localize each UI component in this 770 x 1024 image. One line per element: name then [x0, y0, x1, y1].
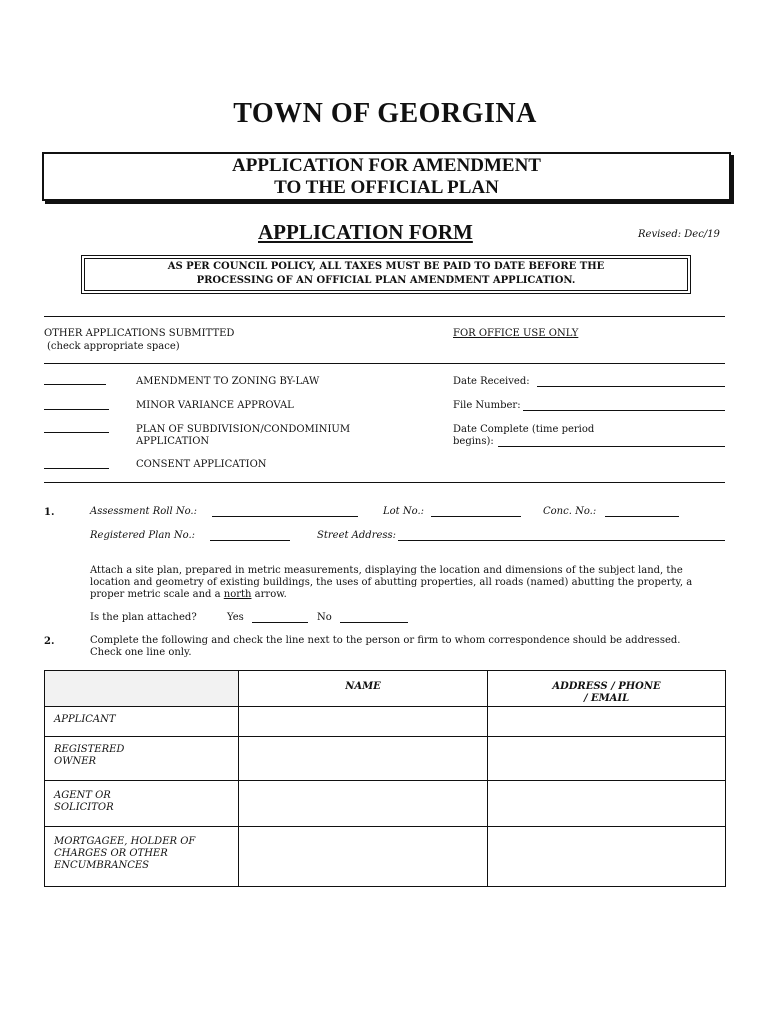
- file-number-label: File Number:: [453, 400, 521, 411]
- row-label-applicant: APPLICANT: [45, 707, 239, 737]
- agent-address-cell[interactable]: [488, 781, 726, 827]
- divider: [44, 363, 725, 364]
- site-plan-line3: [90, 588, 287, 601]
- plan-label: Registered Plan No.:: [90, 530, 196, 541]
- zoning-label: AMENDMENT TO ZONING BY-LAW: [136, 376, 320, 387]
- form-title: APPLICATION FORM: [258, 220, 473, 244]
- section-2-text1: Complete the following and check the line next to the person or firm to whom correspondence should be addressed.: [90, 635, 681, 646]
- mortgagee-address-cell[interactable]: [488, 827, 726, 887]
- application-title-box: [42, 152, 731, 201]
- no-field[interactable]: [340, 622, 408, 623]
- owner-name-cell[interactable]: [239, 737, 488, 781]
- conc-field[interactable]: [605, 516, 679, 517]
- yes-label: Yes: [227, 612, 244, 623]
- contacts-table: [44, 670, 726, 887]
- table-row: [45, 737, 726, 781]
- application-title-line2: TO THE OFFICIAL PLAN: [274, 177, 499, 198]
- table-row: [45, 707, 726, 737]
- date-received-field[interactable]: [537, 386, 725, 387]
- site-plan-line2: location and geometry of existing buildings, the uses of abutting properties, all roads (named) abutting the property, a: [90, 577, 693, 588]
- roll-field[interactable]: [212, 516, 358, 517]
- date-complete-field[interactable]: [498, 446, 725, 447]
- conc-label: Conc. No.:: [543, 506, 597, 517]
- site-plan-line3-pre: proper metric scale and a: [90, 589, 221, 600]
- date-complete-label-2: begins):: [453, 436, 494, 447]
- plan-field[interactable]: [210, 540, 290, 541]
- lot-label: Lot No.:: [383, 506, 425, 517]
- subdivision-check-line[interactable]: [44, 432, 109, 433]
- other-apps-heading: OTHER APPLICATIONS SUBMITTED: [44, 328, 235, 339]
- agent-name-cell[interactable]: [239, 781, 488, 827]
- variance-check-line[interactable]: [44, 409, 109, 410]
- lot-field[interactable]: [431, 516, 521, 517]
- divider: [44, 482, 725, 483]
- site-plan-line3-post: arrow.: [254, 589, 287, 600]
- street-field[interactable]: [398, 540, 725, 541]
- other-apps-subheading: (check appropriate space): [47, 341, 180, 352]
- yes-field[interactable]: [252, 622, 308, 623]
- address-column-header: [488, 671, 726, 707]
- file-number-field[interactable]: [523, 410, 725, 411]
- owner-address-cell[interactable]: [488, 737, 726, 781]
- address-header-line2: / EMAIL: [583, 693, 630, 704]
- plan-attached-question: Is the plan attached?: [90, 612, 197, 623]
- table-header-row: [45, 671, 726, 707]
- no-label: No: [317, 612, 332, 623]
- street-label: Street Address:: [317, 530, 397, 541]
- date-received-label: Date Received:: [453, 376, 530, 387]
- applicant-name-cell[interactable]: [239, 707, 488, 737]
- application-title-line1: APPLICATION FOR AMENDMENT: [232, 155, 541, 176]
- table-corner-cell: [45, 671, 239, 707]
- table-row: [45, 827, 726, 887]
- notice-line1: AS PER COUNCIL POLICY, ALL TAXES MUST BE PAID TO DATE BEFORE THE: [167, 261, 605, 272]
- subdivision-label: PLAN OF SUBDIVISION/CONDOMINIUM: [136, 424, 351, 435]
- variance-label: MINOR VARIANCE APPROVAL: [136, 400, 294, 411]
- mortgagee-name-cell[interactable]: [239, 827, 488, 887]
- applicant-address-cell[interactable]: [488, 707, 726, 737]
- town-title: TOWN OF GEORGINA: [233, 98, 537, 129]
- divider: [44, 316, 725, 317]
- north-text: north: [223, 589, 252, 600]
- zoning-check-line[interactable]: [44, 384, 106, 385]
- section-2-text2: Check one line only.: [90, 647, 192, 658]
- row-label-owner: REGISTERED OWNER: [45, 737, 239, 781]
- consent-check-line[interactable]: [44, 468, 109, 469]
- table-row: [45, 781, 726, 827]
- revised-date: Revised: Dec/19: [638, 229, 720, 240]
- row-label-mortgagee: MORTGAGEE, HOLDER OF CHARGES OR OTHER ENCUMBRANCES: [45, 827, 239, 887]
- roll-label: Assessment Roll No.:: [90, 506, 197, 517]
- consent-label: CONSENT APPLICATION: [136, 459, 267, 470]
- name-column-header: NAME: [239, 671, 488, 707]
- section-1-number: 1.: [44, 507, 55, 518]
- date-complete-label: Date Complete (time period: [453, 424, 595, 435]
- row-label-agent: AGENT OR SOLICITOR: [45, 781, 239, 827]
- section-2-number: 2.: [44, 636, 55, 647]
- subdivision-label-2: APPLICATION: [136, 436, 210, 447]
- notice-line2: PROCESSING OF AN OFFICIAL PLAN AMENDMENT APPLICATION.: [196, 275, 576, 286]
- office-use-heading: FOR OFFICE USE ONLY: [453, 328, 579, 339]
- site-plan-line1: Attach a site plan, prepared in metric measurements, displaying the location and dimensions of the subject land, the: [90, 565, 683, 576]
- tax-notice-box: [84, 258, 688, 291]
- address-header-line1: ADDRESS / PHONE: [552, 681, 661, 692]
